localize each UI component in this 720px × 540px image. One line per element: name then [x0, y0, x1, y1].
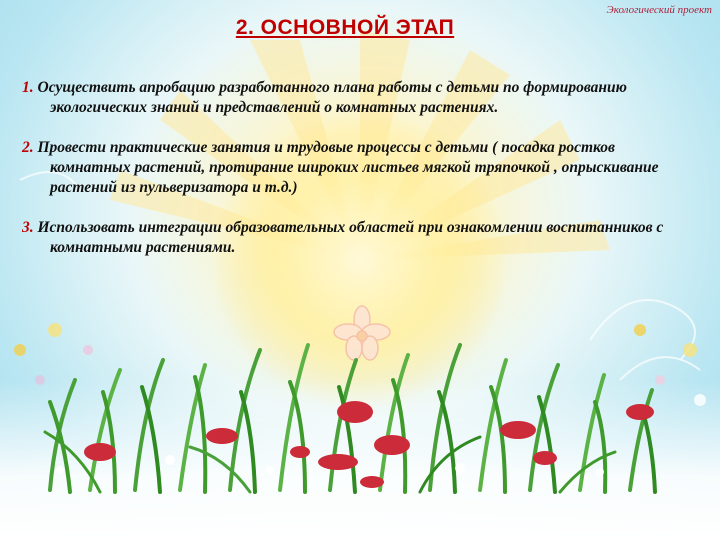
project-label: Экологический проект [606, 4, 712, 16]
list-item [22, 138, 692, 198]
item-text: Провести практические занятия и трудовые процессы с детьми ( посадка ростков комнатных растений, протирание широких листьев мягкой тряпочкой , опрыскивание растений из пульверизатора и т.д.) [37, 139, 659, 196]
item-number: 1. [22, 79, 34, 96]
item-text: Осуществить апробацию разработанного плана работы с детьми по формированию экологических знаний и представлений о комнатных растениях. [37, 79, 627, 116]
page-title: 2. ОСНОВНОЙ ЭТАП [235, 16, 455, 39]
list-item [22, 78, 692, 118]
item-text: Использовать интеграции образовательных областей при ознакомлении воспитанников с комнатными растениями. [37, 219, 664, 256]
list-item [22, 218, 692, 258]
item-number: 3. [22, 219, 34, 236]
item-number: 2. [22, 139, 34, 156]
task-list [22, 78, 692, 278]
